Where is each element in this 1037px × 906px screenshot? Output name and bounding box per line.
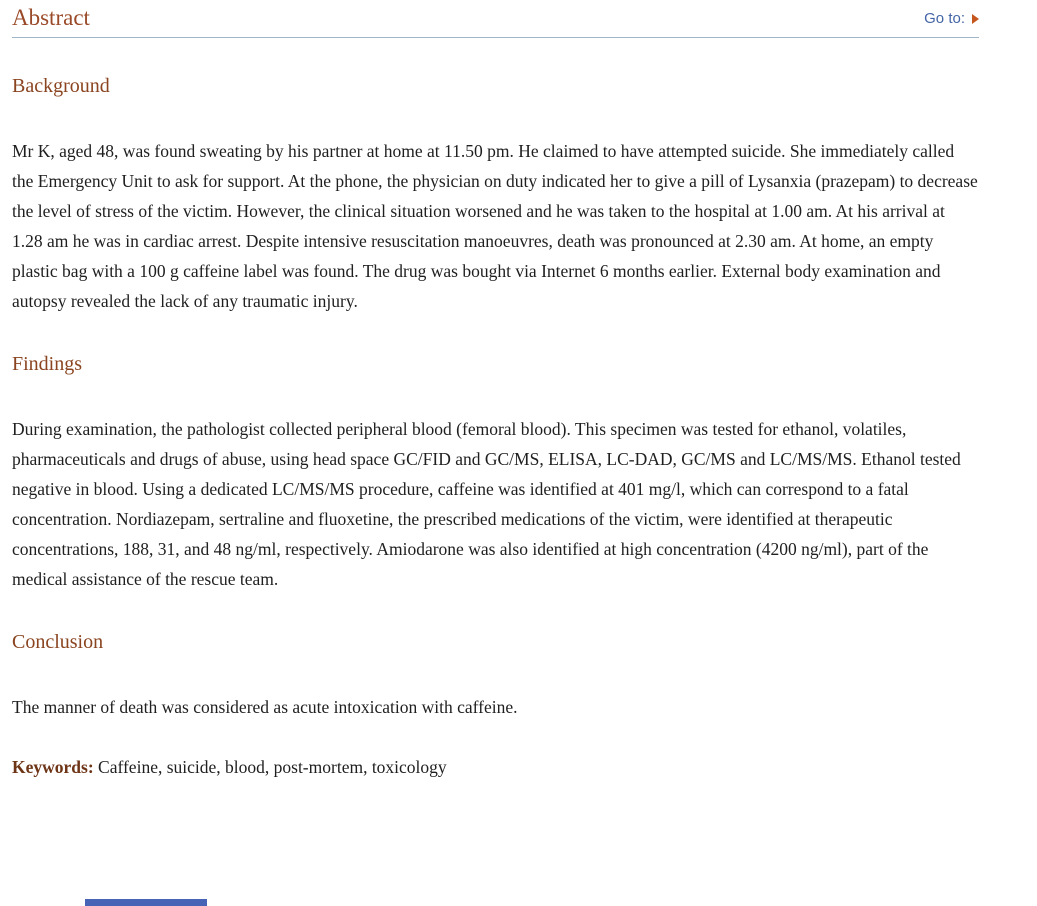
go-to-label: Go to: bbox=[924, 10, 965, 28]
section-heading-findings: Findings bbox=[12, 353, 83, 376]
chevron-right-icon bbox=[972, 14, 979, 24]
go-to-link[interactable] bbox=[924, 10, 979, 30]
keywords-line bbox=[12, 752, 979, 782]
section-heading-background: Background bbox=[12, 75, 110, 98]
keywords-label: Keywords: bbox=[12, 757, 94, 778]
partially-visible-bottom-element[interactable] bbox=[85, 899, 207, 906]
abstract-header bbox=[12, 0, 979, 38]
background-paragraph: Mr K, aged 48, was found sweating by his partner at home at 11.50 pm. He claimed to have attempted suicide. She immediately called the Emergency Unit to ask for support. At the phone, the physician on duty indicated her to give a pill of Lysanxia (prazepam) to decrease the level of stress of the victim. However, the clinical situation worsened and he was taken to the hospital at 1.00 am. At his arrival at 1.28 am he was in cardiac arrest. Despite intensive resuscitation manoeuvres, death was pronounced at 2.30 am. At home, an empty plastic bag with a 100 g caffeine label was found. The drug was bought via Internet 6 months earlier. External body examination and autopsy revealed the lack of any traumatic injury. bbox=[12, 141, 978, 312]
section-heading-conclusion: Conclusion bbox=[12, 631, 104, 654]
keywords-value: Caffeine, suicide, blood, post-mortem, toxicology bbox=[93, 757, 447, 778]
findings-paragraph: During examination, the pathologist collected peripheral blood (femoral blood). This specimen was tested for ethanol, volatiles, pharmaceuticals and drugs of abuse, using head space GC/FID and GC/MS, ELISA, LC-DAD, GC/MS and LC/MS/MS. Ethanol tested negative in blood. Using a dedicated LC/MS/MS procedure, caffeine was identified at 401 mg/l, which can correspond to a fatal concentration. Nordiazepam, sertraline and fluoxetine, the prescribed medications of the victim, were identified at therapeutic concentrations, 188, 31, and 48 ng/ml, respectively. Amiodarone was also identified at high concentration (4200 ng/ml), part of the medical assistance of the rescue team. bbox=[12, 419, 961, 590]
page-title: Abstract bbox=[12, 5, 90, 30]
conclusion-paragraph: The manner of death was considered as acute intoxication with caffeine. bbox=[12, 697, 518, 718]
